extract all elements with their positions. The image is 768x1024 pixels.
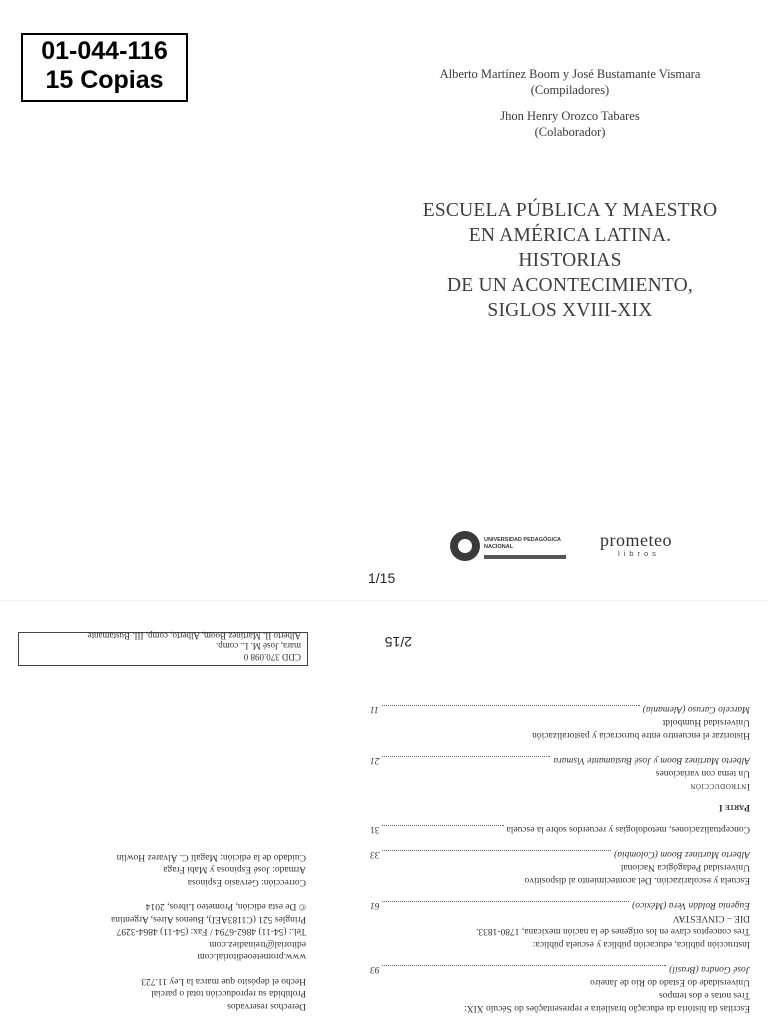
toc-entry (370, 898, 750, 950)
toc-page: 11 (370, 704, 379, 714)
title-line: ESCUELA PÚBLICA Y MAESTRO (422, 200, 718, 221)
upn-line2: NACIONAL (484, 544, 514, 550)
colophon-line: Tel.: (54-11) 4862-6794 / Fax: (54-11) 4864-3297 (116, 926, 306, 937)
colophon-line: Derechos reservados (227, 1001, 306, 1011)
toc-entry (370, 822, 750, 835)
compilers-names: Alberto Martínez Boom y José Bustamante Vismara (439, 67, 701, 81)
colophon-line: Armado: José Espinosa y Mabi Fraga (163, 864, 306, 875)
cdd-line: mara, José M. L. comp. (216, 641, 301, 652)
toc-dots (383, 901, 630, 911)
book-title (390, 198, 750, 323)
toc-section-label: Introducción (689, 781, 750, 791)
toc-author: Alberto Martínez Boom (Colombia) (614, 849, 750, 859)
toc-title: Conceptualizaciones, metodologías y recuerdos sobre la escuela (506, 824, 750, 834)
toc-dots (382, 705, 640, 715)
title-line: SIGLOS XVIII-XIX (487, 300, 653, 321)
colophon-line: www.prometeoeditorial.com (197, 951, 306, 962)
table-of-contents (370, 702, 750, 1014)
cataloging-box (18, 632, 308, 666)
toc-title: Instrucción pública, educación pública y escuela pública: (532, 939, 750, 949)
upn-logo-text (484, 537, 561, 551)
toc-page: 21 (370, 755, 380, 765)
colophon-line: Cuidado de la edición: Magalí C. Álvarez Howlin (116, 852, 306, 862)
toc-title: Un tema con variaciones (655, 768, 750, 778)
toc-page: 31 (370, 824, 380, 834)
upn-seal-icon (450, 531, 480, 561)
toc-entry (370, 702, 750, 741)
colophon-line: Prohibida su reproducción total o parcial (151, 988, 306, 999)
toc-title: Tres conceptos clave en los orígenes de la nación mexicana, 1780-1833. (475, 926, 750, 936)
toc-title: Historizar el encuentro entre burocracia y pastoralización (532, 730, 750, 740)
page-number-second: 2/15 (384, 634, 412, 650)
toc-author-row (370, 847, 750, 860)
cdd-line: Alberto II. Martínez Boom, Alberto, comp. III. Bustamante (87, 631, 301, 641)
toc-dots (383, 756, 551, 766)
stamp-copies: 15 Copias (45, 66, 164, 94)
stamp-code: 01-044-116 (41, 37, 168, 65)
toc-institution: Universidad Pedagógica Nacional (620, 862, 750, 872)
colophon-line: Corrección: Gervasio Espinosa (187, 877, 306, 887)
colophon-line: Pringles 521 (C1183AEI), Buenos Aires, Argentina (111, 914, 306, 924)
toc-dots (383, 965, 667, 975)
collaborator-name: Jhon Henry Orozco Tabares (500, 109, 640, 123)
toc-author-row (370, 753, 750, 766)
toc-page: 33 (370, 849, 380, 859)
title-line: HISTORIAS (518, 250, 622, 271)
prometeo-libros: libros (618, 549, 660, 558)
toc-entry (370, 962, 750, 1014)
toc-author-row (370, 702, 750, 715)
toc-entry (370, 847, 750, 886)
colophon-line: © De esta edición, Prometeo Libros, 2014 (145, 901, 306, 912)
colophon-line: editorial@treinadiez.com (209, 939, 306, 949)
toc-author-row (370, 898, 750, 911)
copy-stamp (21, 33, 188, 102)
title-line: DE UN ACONTECIMIENTO, (447, 275, 693, 296)
compilers-credit (400, 66, 740, 98)
prometeo-wordmark: prometeo (600, 530, 672, 550)
toc-institution: Universidade do Estado do Rio de Janeiro (590, 977, 750, 987)
toc-author: Marcelo Caruso (Alemania) (642, 704, 750, 714)
toc-title: Escritas da história da educação brasileira e representações do Século XIX: (464, 1003, 750, 1013)
title-line: EN AMÉRICA LATINA. (468, 225, 672, 246)
toc-author: José Gondra (Brasil) (669, 964, 750, 974)
toc-title: Escuela y escolarización. Del acontecimiento al dispositivo (524, 875, 750, 885)
upn-line1: UNIVERSIDAD PEDAGÓGICA (484, 537, 562, 543)
colophon (6, 851, 306, 1013)
colophon-line: Hecho el depósito que marca la Ley 11.723 (141, 976, 306, 986)
toc-entry (370, 753, 750, 792)
toc-author-row (370, 962, 750, 975)
upn-bar (484, 555, 566, 559)
toc-title: Tres notas e dos tempos (659, 990, 750, 1000)
toc-author: Eugenia Roldán Vera (México) (632, 900, 750, 910)
toc-institution: DIE – CINVESTAV (672, 913, 750, 923)
collaborator-credit (400, 108, 740, 140)
toc-part-heading: Parte I (718, 802, 750, 812)
toc-institution: Universidad Humboldt (662, 717, 750, 727)
page-number-first: 1/15 (368, 570, 396, 586)
prometeo-logo (600, 530, 700, 560)
page-divider (0, 600, 768, 601)
inverted-page (0, 628, 768, 1024)
toc-page: 93 (370, 964, 380, 974)
toc-page: 61 (370, 900, 380, 910)
collaborator-role: (Colaborador) (534, 125, 606, 139)
toc-author: Alberto Martínez Boom y José Bustamante Vismara (553, 755, 750, 765)
toc-dots (383, 825, 504, 835)
toc-dots (383, 850, 612, 860)
cdd-line: CDD 370.098 0 (243, 652, 301, 662)
compilers-role: (Compiladores) (530, 83, 610, 97)
upn-logo (450, 531, 570, 563)
